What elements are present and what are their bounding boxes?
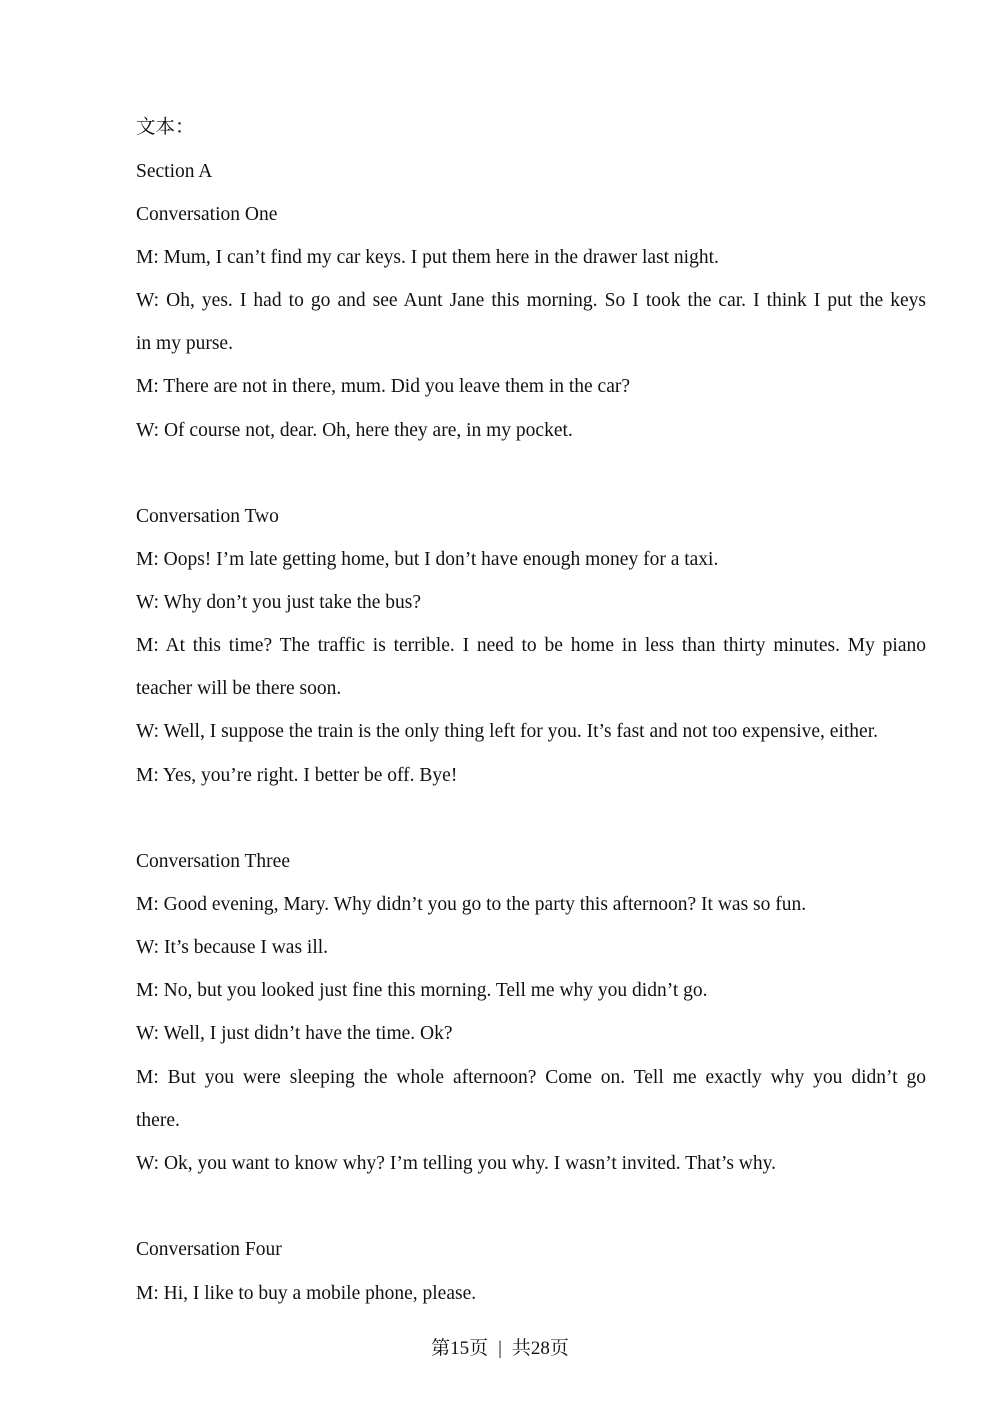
document-heading: 文本： (136, 117, 195, 138)
dialogue-line: M: Good evening, Mary. Why didn’t you go to the party this afternoon? It was so fun. (136, 894, 807, 915)
section-title: Section A (136, 161, 213, 182)
page-number: 第15页 (431, 1338, 489, 1359)
dialogue-line: W: It’s because I was ill. (136, 937, 329, 958)
dialogue-line: M: Oops! I’m late getting home, but I don’t have enough money for a taxi. (136, 549, 719, 570)
conversation-title: Conversation Four (136, 1239, 282, 1260)
dialogue-line: M: Mum, I can’t find my car keys. I put them here in the drawer last night. (136, 247, 719, 268)
dialogue-line: W: Well, I just didn’t have the time. Ok? (136, 1023, 453, 1044)
dialogue-line: in my purse. (136, 333, 233, 354)
conversation-title: Conversation Two (136, 506, 279, 527)
dialogue-line: M: Hi, I like to buy a mobile phone, please. (136, 1283, 477, 1304)
dialogue-line: M: There are not in there, mum. Did you leave them in the car? (136, 376, 631, 397)
dialogue-line: W: Why don’t you just take the bus? (136, 592, 422, 613)
dialogue-line: teacher will be there soon. (136, 678, 342, 699)
dialogue-line: M: No, but you looked just fine this morning. Tell me why you didn’t go. (136, 980, 708, 1001)
page-total: 共28页 (511, 1338, 569, 1359)
dialogue-line: W: Ok, you want to know why? I’m telling you why. I wasn’t invited. That’s why. (136, 1153, 776, 1174)
dialogue-line: M: But you were sleeping the whole afternoon? Come on. Tell me exactly why you didn’t go (136, 1067, 926, 1088)
conversation-title: Conversation One (136, 204, 278, 225)
dialogue-line: there. (136, 1110, 180, 1131)
page-footer (0, 1337, 1000, 1361)
dialogue-line: W: Oh, yes. I had to go and see Aunt Jane this morning. So I took the car. I think I put the keys (136, 290, 926, 311)
conversation-title: Conversation Three (136, 851, 290, 872)
dialogue-line: W: Of course not, dear. Oh, here they are, in my pocket. (136, 420, 573, 441)
dialogue-line: M: At this time? The traffic is terrible. I need to be home in less than thirty minutes. My piano (136, 635, 926, 656)
footer-separator: | (498, 1338, 502, 1359)
dialogue-line: M: Yes, you’re right. I better be off. Bye! (136, 765, 458, 786)
dialogue-line: W: Well, I suppose the train is the only thing left for you. It’s fast and not too expensive, either. (136, 721, 878, 742)
